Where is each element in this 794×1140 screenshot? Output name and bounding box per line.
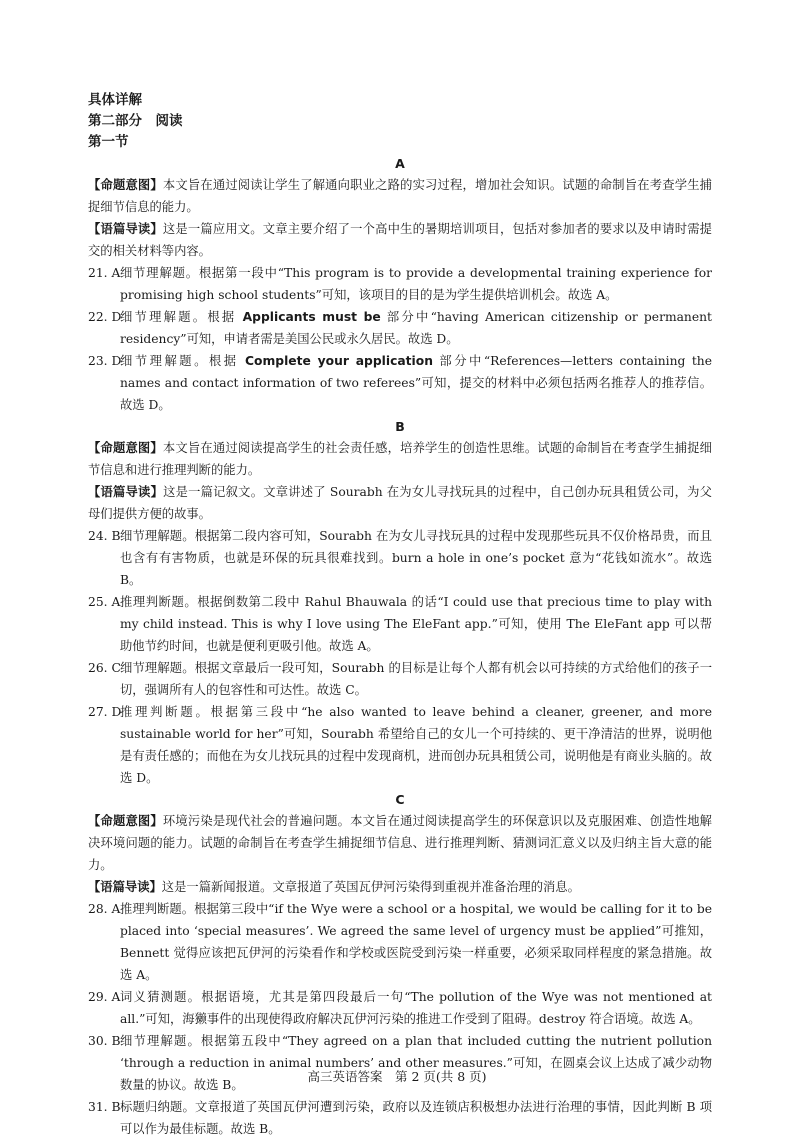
- answer-item: [88, 306, 712, 350]
- answer-number: 30. B: [88, 1034, 121, 1048]
- intent-text: 本文旨在通过阅读让学生了解通向职业之路的实习过程，增加社会知识。试题的命制旨在考查学生捕捉细节信息的能力。: [88, 178, 712, 214]
- guide-paragraph: [88, 876, 712, 898]
- answer-number: 28. A: [88, 902, 121, 916]
- guide-text: 这是一篇新闻报道。文章报道了英国瓦伊河污染得到重视并准备治理的消息。: [161, 880, 580, 894]
- passage-letter: C: [395, 792, 405, 807]
- explanation-text: 细节理解题。根据第二段内容可知，Sourabh 在为女儿寻找玩具的过程中发现那些玩具不仅价格昂贵，而且也含有有害物质，也就是环保的玩具很难找到。burn a hole in one’s pocket 意为“花钱如流水”。故选 B。: [120, 529, 712, 587]
- answer-explanation: [120, 657, 712, 701]
- answer-item: [88, 701, 712, 789]
- answer-number: 23. D: [88, 354, 122, 368]
- guide-text: 这是一篇应用文。文章主要介绍了一个高中生的暑期培训项目，包括对参加者的要求以及申请时需提交的相关材料等内容。: [88, 222, 712, 258]
- answer-item: [88, 525, 712, 591]
- answer-explanation: [120, 986, 712, 1030]
- answer-explanation: [120, 701, 712, 789]
- guide-paragraph: [88, 218, 712, 262]
- intent-paragraph: [88, 810, 712, 876]
- answer-explanation: [120, 262, 712, 306]
- answer-number: 27. D: [88, 705, 122, 719]
- answer-item: [88, 1030, 712, 1096]
- answer-explanation: [120, 1030, 712, 1096]
- answer-explanation: [120, 1096, 712, 1140]
- explanation-text: 词义猜测题。根据语境，尤其是第四段最后一句“The pollution of the Wye was not mentioned at all.”可知，海獭事件的出现使得政府解决瓦伊河污染的推进工作受到了阻碍。destroy 符合语境。故选 A。: [120, 990, 712, 1026]
- answer-item: [88, 657, 712, 701]
- answer-explanation: [120, 591, 712, 657]
- passage-letter: A: [395, 156, 405, 171]
- intent-text: 环境污染是现代社会的普遍问题。本文旨在通过阅读提高学生的环保意识以及克服困难、创造性地解决环境问题的能力。试题的命制旨在考查学生捕捉细节信息、进行推理判断、猜测词汇意义以及归纳主旨大意的能力。: [88, 814, 712, 872]
- answer-item: [88, 350, 712, 416]
- explanation-text: 细节理解题。根据: [120, 354, 245, 368]
- intent-tag: 【命题意图】: [88, 441, 163, 455]
- answer-number: 31. B: [88, 1100, 121, 1114]
- answer-number: 25. A: [88, 595, 121, 609]
- answer-number: 22. D: [88, 310, 122, 324]
- answer-explanation: [120, 525, 712, 591]
- section-heading: 第一节: [88, 134, 129, 150]
- explanation-text: 细节理解题。根据第五段中“They agreed on a plan that included cutting the nutrient pollution ‘through a reduction in animal numbers’ and other measures.”可知，在圆桌会议上达成了减少动物数量的协议。故选 B。: [120, 1034, 712, 1092]
- explanation-text-cont: 部分中“having American citizenship or permanent residency”可知，申请者需是美国公民或永久居民。故选 D。: [120, 310, 712, 346]
- answer-item: [88, 262, 712, 306]
- page-content: [88, 90, 712, 1140]
- explanation-text: 细节理解题。根据第一段中“This program is to provide a developmental training experience for promising high school students”可知，该项目的目的是为学生提供培训机会。故选 A。: [120, 266, 712, 302]
- answer-item: [88, 591, 712, 657]
- intent-tag: 【命题意图】: [88, 814, 163, 828]
- section-title-bold: Complete your application: [245, 354, 433, 368]
- intent-text: 本文旨在通过阅读提高学生的社会责任感，培养学生的创造性思维。试题的命制旨在考查学生捕捉细节信息和进行推理判断的能力。: [88, 441, 712, 477]
- guide-tag: 【语篇导读】: [88, 222, 163, 236]
- answer-item: [88, 898, 712, 986]
- explanation-text: 推理判断题。根据倒数第二段中 Rahul Bhauwala 的话“I could use that precious time to play with my child instead. This is why I love using The EleFant app.”可知，使用 The EleFant app 可以帮助他节约时间，也就是便利更吸引他。故选 A。: [120, 595, 712, 653]
- passages-container: [88, 153, 712, 1140]
- answer-number: 26. C: [88, 661, 121, 675]
- answer-number: 29. A: [88, 990, 121, 1004]
- guide-tag: 【语篇导读】: [88, 880, 162, 894]
- page-heading: 具体详解: [88, 92, 142, 108]
- explanation-text: 细节理解题。根据: [120, 310, 243, 324]
- page-footer: 高三英语答案 第 2 页(共 8 页): [307, 1069, 487, 1084]
- answer-item: [88, 1096, 712, 1140]
- explanation-text: 推理判断题。根据第三段中“he also wanted to leave behind a cleaner, greener, and more sustainable world for her”可知，Sourabh 希望给自己的女儿一个可持续的、更干净清洁的世界，说明他是有责任感的；而他在为女儿找玩具的过程中发现商机，进而创办玩具租赁公司，说明他是有商业头脑的。故选 D。: [120, 705, 712, 785]
- guide-paragraph: [88, 481, 712, 525]
- intent-paragraph: [88, 437, 712, 481]
- answer-number: 21. A: [88, 266, 121, 280]
- answer-explanation: [120, 350, 712, 416]
- part-heading: 第二部分 阅读: [88, 113, 183, 129]
- section-title-bold: Applicants must be: [242, 310, 381, 324]
- answer-number: 24. B: [88, 529, 121, 543]
- intent-tag: 【命题意图】: [88, 178, 163, 192]
- explanation-text: 细节理解题。根据文章最后一段可知，Sourabh 的目标是让每个人都有机会以可持续的方式给他们的孩子一切，强调所有人的包容性和可达性。故选 C。: [120, 661, 712, 697]
- guide-text: 这是一篇记叙文。文章讲述了 Sourabh 在为女儿寻找玩具的过程中，自己创办玩具租赁公司，为父母们提供方便的故事。: [88, 485, 712, 521]
- explanation-text-cont: 部分中“References—letters containing the names and contact information of two referees”可知，提交的材料中必须包括两名推荐人的推荐信。故选 D。: [120, 354, 712, 412]
- guide-tag: 【语篇导读】: [88, 485, 164, 499]
- answer-explanation: [120, 306, 712, 350]
- explanation-text: 推理判断题。根据第三段中“if the Wye were a school or a hospital, we would be calling for it to be placed into ‘special measures’. We agreed the same level of urgency must be applied”可推知，Bennett 觉得应该把瓦伊河的污染看作和学校或医院受到污染一样重要，必须采取同样程度的紧急措施。故选 A。: [120, 902, 712, 982]
- answer-explanation: [120, 898, 712, 986]
- explanation-text: 标题归纳题。文章报道了英国瓦伊河遭到污染，政府以及连锁店积极想办法进行治理的事情，因此判断 B 项可以作为最佳标题。故选 B。: [120, 1100, 712, 1136]
- answer-item: [88, 986, 712, 1030]
- intent-paragraph: [88, 174, 712, 218]
- passage-letter: B: [395, 419, 405, 434]
